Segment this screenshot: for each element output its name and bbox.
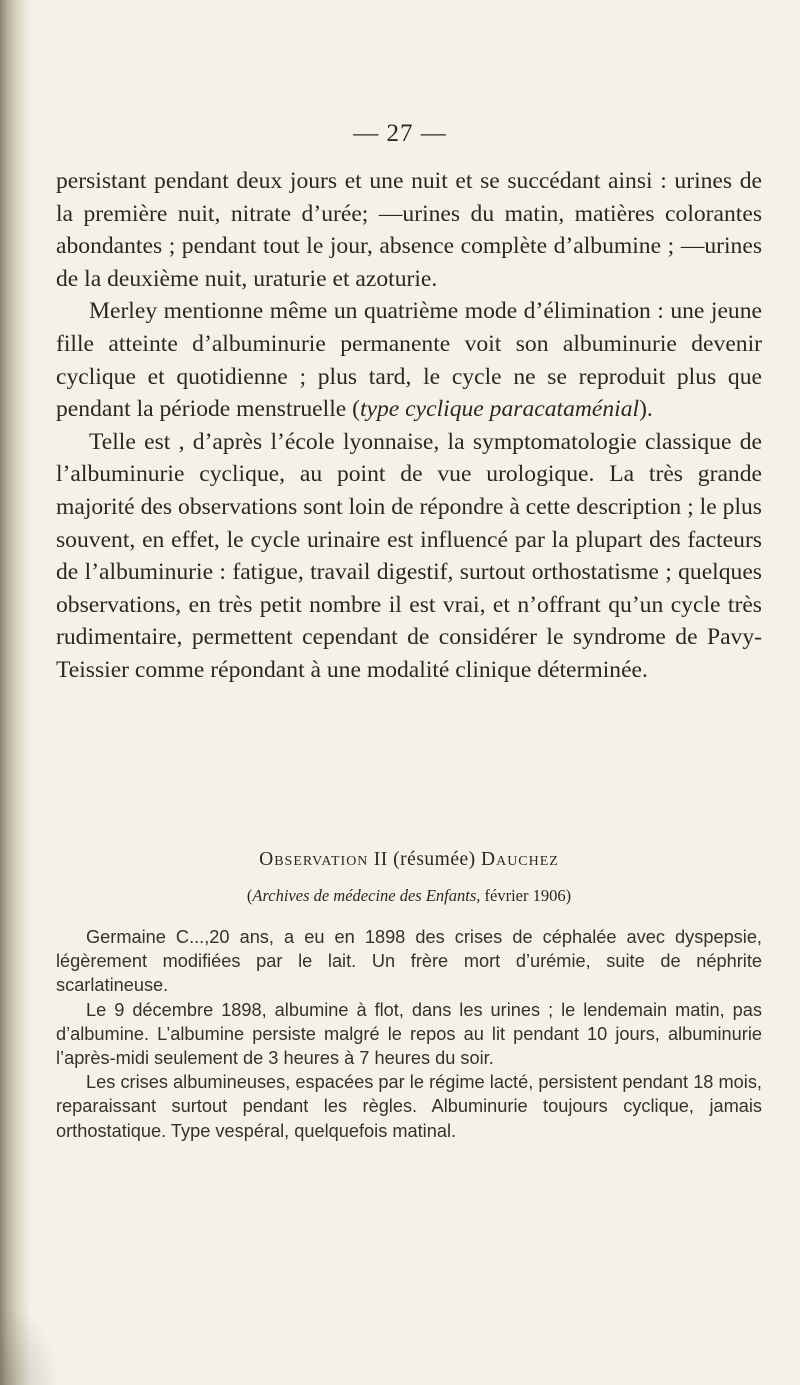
source-date: février 1906 [484,886,566,905]
source-journal: Archives de médecine des Enfants, [252,886,481,905]
paragraph-symptomatologie: Telle est , d’après l’école lyonnaise, la symptomatologie classique de l’albuminurie cyclique, au point de vue urologique. La très grande majorité des observations sont loin de répondre à cette description ; le plus souvent, en effet, le cycle urinaire est influencé par la plupart des facteurs de l’albuminurie : fatigue, travail digestif, surtout orthostatisme ; quelques observations, en très petit nombre il est vrai, et n’offrant qu’un cycle très rudimentaire, permettent cependant de considérer le syndrome de Pavy-Teissier comme répondant à une modalité clinique déterminée. [56,428,762,683]
observation-number: II [373,849,388,870]
case-paragraph: Les crises albumineuses, espacées par le régime lacté, persistent pendant 18 mois, reparaissant surtout pendant les règles. Albuminurie toujours cyclique, jamais orthostatique. Type vespéral, quelquefois matinal. [56,1072,762,1141]
case-paragraph: Le 9 décembre 1898, albumine à flot, dans les urines ; le lendemain matin, pas d’albumine. L’albumine persiste malgré le repos au lit pendant 10 jours, albuminurie l’après-midi seulement de 3 heures à 7 heures du soir. [56,999,762,1069]
page-edge-shadow [0,0,30,1385]
observation-source: (Archives de médecine des Enfants, février 1906) [246,886,572,905]
paragraph-merley-end: ). [639,396,653,423]
observation-author: Dauchez [481,849,559,870]
paragraph-continuation: persistant pendant deux jours et une nuit et se succédant ainsi : urines de la première nuit, nitrate d’urée; —urines du matin, matières colorantes abondantes ; pendant tout le jour, absence complète d’albumine ; —urines de la deuxième nuit, uraturie et azoturie. [56,168,762,292]
paragraph-merley [56,295,762,425]
page-number: — 27 — [353,120,447,147]
case-text [56,925,762,1143]
observation-heading [56,849,762,871]
paragraph-merley-text: Merley mentionne même un quatrième mode d’élimination : une jeune fille atteinte d’albuminurie permanente voit son albuminurie devenir cyclique et quotidienne ; plus tard, le cycle ne se reproduit plus que pendant la période menstruelle ( [56,298,762,423]
observation-qualifier: (résumée) [393,849,476,870]
paragraph-merley-italic: type cyclique paracataménial [359,396,640,423]
page-corner-shadow [0,1300,60,1385]
main-text [56,165,762,687]
observation-label: Observation [259,849,369,870]
case-paragraph: Germaine C...,20 ans, a eu en 1898 des crises de céphalée avec dyspepsie, légèrement modifiées par le lait. Un frère mort d’urémie, suite de néphrite scarlatineuse. [56,927,762,996]
